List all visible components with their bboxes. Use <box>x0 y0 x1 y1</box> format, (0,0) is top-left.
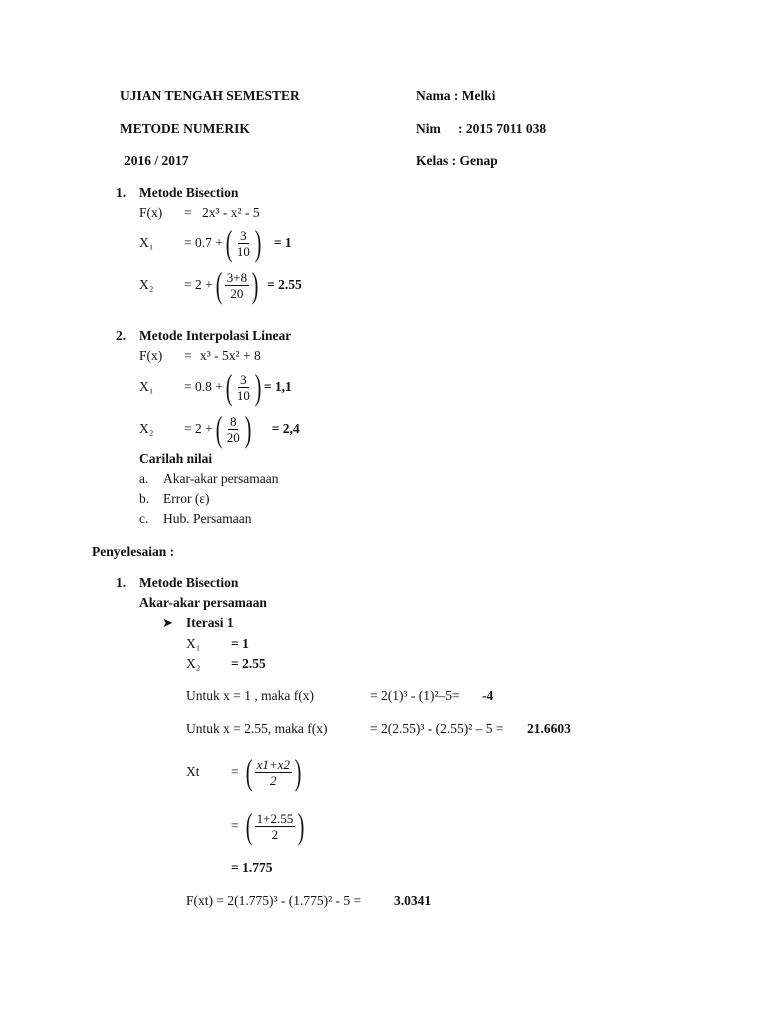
q2-x2-fraction <box>225 414 242 445</box>
q2-x1-label: X₁ <box>139 379 154 394</box>
sol-xt-fraction-group <box>243 754 304 790</box>
solution-heading: Penyelesaian : <box>92 544 175 559</box>
q1-x1-fraction-group <box>223 225 264 261</box>
student-nim-label: Nim <box>416 121 441 136</box>
sol-number: 1. <box>116 575 127 590</box>
q1-x2-fraction <box>225 270 249 301</box>
q1-x1-numerator: 3 <box>240 227 247 243</box>
right-paren: ) <box>251 265 259 305</box>
sol-xt2-denominator: 2 <box>271 826 279 842</box>
q2-item-c-letter: c. <box>139 511 149 526</box>
q2-number: 2. <box>116 328 127 343</box>
exam-title: UJIAN TENGAH SEMESTER <box>120 88 300 103</box>
right-paren: ) <box>297 806 305 846</box>
sol-xt2-numerator: 1+2.55 <box>256 810 294 826</box>
q1-x1-label: X₁ <box>139 235 154 250</box>
q2-x1-expression <box>184 364 292 410</box>
q2-x1-prefix: = 0.8 + <box>184 379 223 394</box>
sol-xt-result: = 1.775 <box>231 860 273 875</box>
sol-title: Metode Bisection <box>139 575 239 590</box>
sol-xt-eq: = <box>231 764 239 779</box>
q2-fx-expr: x³ - 5x² + 8 <box>200 348 261 363</box>
q1-x1-denominator: 10 <box>236 243 250 259</box>
q2-x2-fraction-group <box>213 411 254 447</box>
q1-x2-result: = 2.55 <box>267 277 302 292</box>
right-paren: ) <box>294 752 302 792</box>
q1-x2-prefix: = 2 + <box>184 277 213 292</box>
q2-x2-result: = 2,4 <box>271 421 300 436</box>
q2-x1-denominator: 10 <box>236 387 250 403</box>
sol-fxt-result: 3.0341 <box>394 893 432 908</box>
q1-x2-label: X₂ <box>139 277 154 292</box>
q2-x1-fraction <box>235 372 252 403</box>
sol-xt-expression <box>231 749 304 795</box>
q2-item-a-letter: a. <box>139 471 149 486</box>
student-class: Kelas : Genap <box>416 153 498 168</box>
right-paren: ) <box>244 409 252 449</box>
q1-fx-expr: 2x³ - x² - 5 <box>202 205 260 220</box>
sol-xt-label: Xt <box>186 764 200 779</box>
sol-x2-label: X₂ <box>186 656 201 671</box>
sol-x1-label: X₁ <box>186 636 201 651</box>
sol-iter-title: Iterasi 1 <box>186 615 234 630</box>
sol-untuk2-eq: = 2(2.55)³ - (2.55)² – 5 = <box>370 721 504 736</box>
sol-xt2-eq: = <box>231 818 239 833</box>
sol-xt-denominator: 2 <box>270 772 277 788</box>
sol-untuk1-result: -4 <box>482 688 494 703</box>
q1-title: Metode Bisection <box>139 185 239 200</box>
q2-fx-eq: = <box>184 348 192 363</box>
q2-x1-result: = 1,1 <box>263 379 292 394</box>
q2-x2-expression <box>184 406 300 452</box>
q1-x1-fraction <box>235 228 252 259</box>
sol-untuk2-result: 21.6603 <box>527 721 571 736</box>
q1-x2-numerator: 3+8 <box>226 269 248 285</box>
sol-x1-value: = 1 <box>231 636 249 651</box>
q1-fx-label: F(x) <box>139 205 163 220</box>
sol-untuk1-eq: = 2(1)³ - (1)²–5= <box>370 688 460 703</box>
left-paren: ( <box>215 409 223 449</box>
sol-xt-fraction <box>255 757 292 788</box>
sol-untuk1-text: Untuk x = 1 , maka f(x) <box>186 688 314 703</box>
q2-item-c-text: Hub. Persamaan <box>163 511 252 526</box>
left-paren: ( <box>245 806 252 846</box>
q2-fx-label: F(x) <box>139 348 163 363</box>
academic-year: 2016 / 2017 <box>124 153 189 168</box>
sol-xt2-fraction-group <box>243 808 308 844</box>
q2-x1-fraction-group <box>223 369 264 405</box>
left-paren: ( <box>225 223 233 263</box>
sol-xt2-expression <box>231 803 307 849</box>
left-paren: ( <box>245 752 252 792</box>
sol-xt-numerator: x1+x2 <box>256 756 290 772</box>
q1-x2-expression <box>184 262 302 308</box>
q2-item-a-text: Akar-akar persamaan <box>163 471 279 486</box>
right-paren: ) <box>254 223 262 263</box>
q1-x2-fraction-group <box>213 267 261 303</box>
q2-x2-label: X₂ <box>139 421 154 436</box>
sol-x2-value: = 2.55 <box>231 656 266 671</box>
q2-carilah: Carilah nilai <box>139 451 213 466</box>
q2-x1-numerator: 3 <box>240 371 247 387</box>
right-paren: ) <box>254 367 262 407</box>
sol-untuk2-text: Untuk x = 2.55, maka f(x) <box>186 721 328 736</box>
q2-x2-numerator: 8 <box>229 413 237 429</box>
q1-number: 1. <box>116 185 127 200</box>
q2-x2-denominator: 20 <box>226 429 240 445</box>
q1-x2-denominator: 20 <box>230 285 244 301</box>
q2-item-b-letter: b. <box>139 491 150 506</box>
q2-x2-prefix: = 2 + <box>184 421 213 436</box>
sol-subtitle: Akar-akar persamaan <box>139 595 267 610</box>
student-name: Nama : Melki <box>416 88 496 103</box>
student-nim-value: : 2015 7011 038 <box>458 121 547 136</box>
left-paren: ( <box>215 265 223 305</box>
subject-title: METODE NUMERIK <box>120 121 250 136</box>
arrow-bullet-icon: ➤ <box>162 615 173 630</box>
q1-x1-expression <box>184 220 292 266</box>
q1-fx-eq: = <box>184 205 192 220</box>
q2-item-b-text: Error (ε) <box>163 491 210 506</box>
q1-x1-prefix: = 0.7 + <box>184 235 223 250</box>
left-paren: ( <box>225 367 233 407</box>
sol-fxt-text: F(xt) = 2(1.775)³ - (1.775)² - 5 = <box>186 893 362 908</box>
q1-x1-result: = 1 <box>273 235 292 250</box>
sol-xt2-fraction <box>255 811 296 842</box>
q2-title: Metode Interpolasi Linear <box>139 328 292 343</box>
